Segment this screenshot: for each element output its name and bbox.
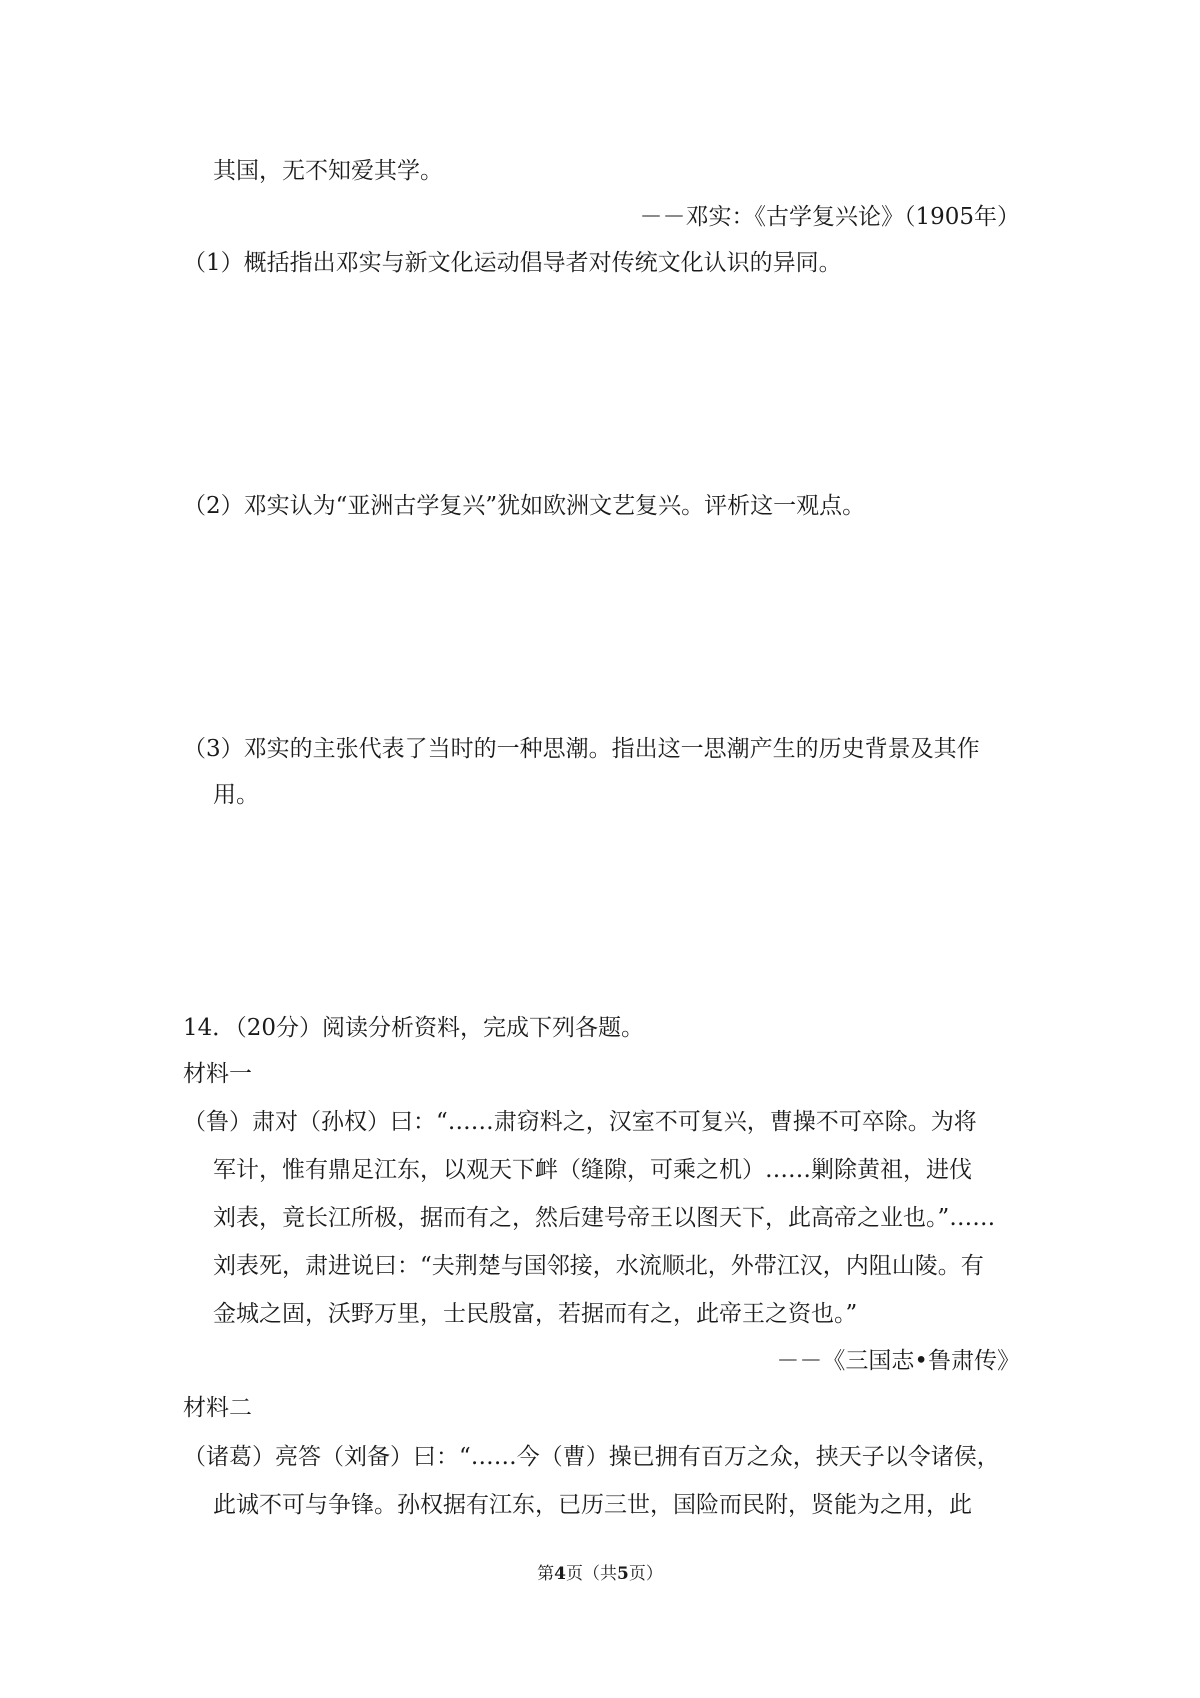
- material-2-label: 材料二: [183, 1395, 252, 1421]
- footer-prefix: 第: [537, 1564, 555, 1584]
- material-1-source: －－《三国志•鲁肃传》: [776, 1348, 1020, 1374]
- material-1-line: 军计，惟有鼎足江东，以观天下衅（缝隙，可乘之机）……剿除黄祖，进伐: [213, 1157, 972, 1183]
- material-text-tail: 其国，无不知爱其学。: [213, 158, 443, 184]
- material-source: －－邓实：《古学复兴论》（1905年）: [639, 204, 1020, 230]
- footer-suffix: 页）: [628, 1564, 663, 1584]
- sub-question-3-continued: 用。: [213, 782, 259, 808]
- page-footer: [0, 1563, 1200, 1585]
- sub-question-3: （3）邓实的主张代表了当时的一种思潮。指出这一思潮产生的历史背景及其作: [183, 736, 980, 762]
- material-2-line: （诸葛）亮答（刘备）曰：“……今（曹）操已拥有百万之众，挟天子以令诸侯，: [183, 1444, 1000, 1470]
- footer-middle: 页（共: [566, 1564, 617, 1584]
- material-1-line: 刘表死，肃进说曰：“夫荆楚与国邻接，水流顺北，外带江汉，内阻山陵。有: [213, 1253, 984, 1279]
- material-1-line: 刘表，竟长江所极，据而有之，然后建号帝王以图天下，此高帝之业也。”……: [213, 1205, 996, 1231]
- material-1-line: （鲁）肃对（孙权）曰：“……肃窃料之，汉室不可复兴，曹操不可卒除。为将: [183, 1109, 977, 1135]
- material-2-line: 此诚不可与争锋。孙权据有江东，已历三世，国险而民附，贤能为之用，此: [213, 1492, 972, 1518]
- footer-total-pages: 5: [617, 1564, 629, 1584]
- sub-question-1: （1）概括指出邓实与新文化运动倡导者对传统文化认识的异同。: [183, 250, 842, 276]
- question-14-header: 14．（20分）阅读分析资料，完成下列各题。: [183, 1015, 645, 1041]
- material-1-label: 材料一: [183, 1061, 252, 1087]
- sub-question-2: （2）邓实认为“亚洲古学复兴”犹如欧洲文艺复兴。评析这一观点。: [183, 493, 866, 519]
- footer-page-number: 4: [554, 1564, 566, 1584]
- material-1-line: 金城之固，沃野万里，士民殷富，若据而有之，此帝王之资也。”: [213, 1301, 858, 1327]
